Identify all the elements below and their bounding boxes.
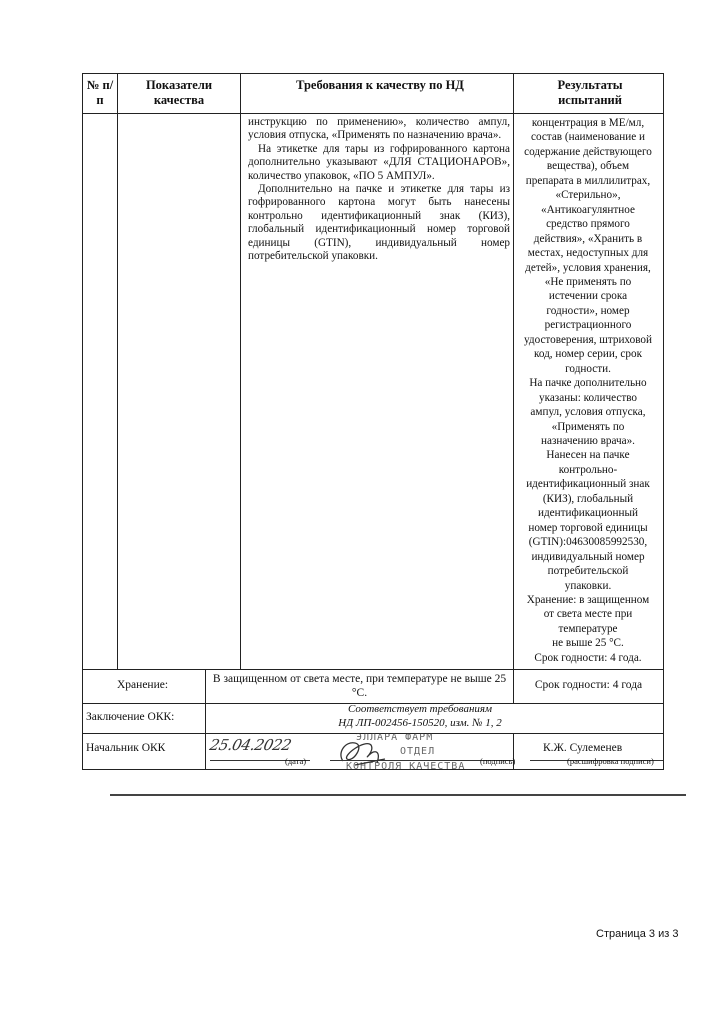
results-line: потребительской	[547, 565, 629, 578]
results-line: индивидуальный номер	[531, 550, 645, 563]
requirements-paragraph: Дополнительно на пачке и этикетке для тары из гофрированного картона могут быть нанесены контрольно идентификационный знак (КИЗ), глобальный идентификационный номер торговой единицы (GTIN), индивидуальный номер потребительской упаковки.	[248, 183, 510, 263]
header-indicators: Показатели качества	[145, 78, 213, 107]
results-line: (GTIN):04630085992530,	[528, 536, 648, 549]
signature-caption: (подпись)	[480, 756, 516, 766]
results-line: указаны: количество	[538, 391, 638, 404]
requirements-paragraph: инструкцию по применению», количество ампул, условия отпуска, «Применять по назначению врача».	[248, 116, 510, 142]
requirements-cell	[248, 116, 510, 263]
results-line: концентрация в МЕ/мл,	[531, 117, 645, 129]
header-requirements: Требования к качеству по НД	[296, 78, 464, 92]
results-line: Срок годности: 4 года.	[534, 651, 642, 664]
bottom-separator	[110, 794, 686, 796]
storage-requirement: В защищенном от света месте, при температуре не выше 25 °С.	[212, 673, 507, 699]
results-line: детей», условия хранения,	[525, 261, 651, 274]
requirements-paragraph: На этикетке для тары из гофрированного картона дополнительно указывают «ДЛЯ СТАЦИОНАРОВ», количество упаковок, «ПО 5 АМПУЛ».	[248, 142, 510, 182]
results-line: действия», «Хранить в	[533, 232, 643, 245]
storage-result: Срок годности: 4 года	[534, 679, 643, 691]
results-line: идентификационный	[537, 507, 639, 520]
results-line: Нанесен на пачке	[546, 449, 630, 462]
results-line: код, номер серии, срок	[533, 348, 643, 361]
conclusion-line2: НД ЛП-002456-150520, изм. № 1, 2	[338, 717, 502, 729]
results-line: содержание действующего	[524, 145, 652, 158]
storage-label: Хранение:	[117, 679, 169, 691]
conclusion-line1: Соответствует требованиям	[347, 703, 493, 715]
head-name: К.Ж. Сулеменев	[543, 742, 623, 754]
date-caption: (дата)	[285, 756, 307, 766]
results-line: не выше 25 °С.	[552, 637, 624, 650]
results-line: от света месте при	[543, 608, 633, 621]
results-line: На пачке дополнительно	[529, 377, 647, 390]
stamp-line-1: ЭЛЛАРА ФАРМ	[356, 732, 434, 743]
results-line: вещества), объем	[546, 160, 630, 173]
results-line: средство прямого	[546, 218, 630, 231]
conclusion-label: Заключение ОКК:	[86, 711, 175, 723]
results-line: упаковки.	[564, 579, 612, 592]
results-line: (КИЗ), глобальный	[542, 492, 634, 505]
page-number: Страница 3 из 3	[596, 928, 679, 940]
results-line: препарата в миллилитрах,	[525, 174, 651, 187]
results-line: контрольно-	[558, 463, 618, 476]
results-line: годности», номер	[546, 304, 630, 317]
handwritten-date: 25.04.2022	[208, 736, 293, 754]
results-line: температуре	[558, 622, 618, 635]
results-line: местах, недоступных для	[527, 247, 649, 260]
results-line: номер торговой единицы	[528, 521, 648, 534]
results-line: «Антикоагулянтное	[541, 203, 635, 216]
results-line: истечении срока	[548, 290, 628, 303]
header-num: № п/п	[86, 78, 114, 107]
head-label: Начальник ОКК	[86, 742, 166, 754]
results-line: удостоверения, штриховой	[524, 333, 652, 346]
stamp-line-2: ОТДЕЛ	[400, 746, 436, 757]
name-caption: (расшифровка подписи)	[567, 756, 654, 766]
results-line: «Не применять по	[544, 275, 632, 288]
results-line: годности.	[565, 362, 611, 375]
results-line: состав (наименование и	[531, 131, 645, 144]
stamp-line-3: КОНТРОЛЯ КАЧЕСТВА	[346, 761, 466, 772]
results-line: идентификационный знак	[526, 478, 650, 491]
results-line: «Применять по	[551, 420, 625, 433]
results-line: Хранение: в защищенном	[526, 593, 650, 606]
results-line: регистрационного	[544, 319, 632, 332]
results-line: назначению врача».	[541, 434, 635, 447]
results-line: ампул, условия отпуска,	[530, 406, 646, 419]
header-results: Результаты испытаний	[557, 78, 623, 107]
results-cell	[513, 116, 663, 665]
results-line: «Стерильно»,	[555, 189, 621, 202]
